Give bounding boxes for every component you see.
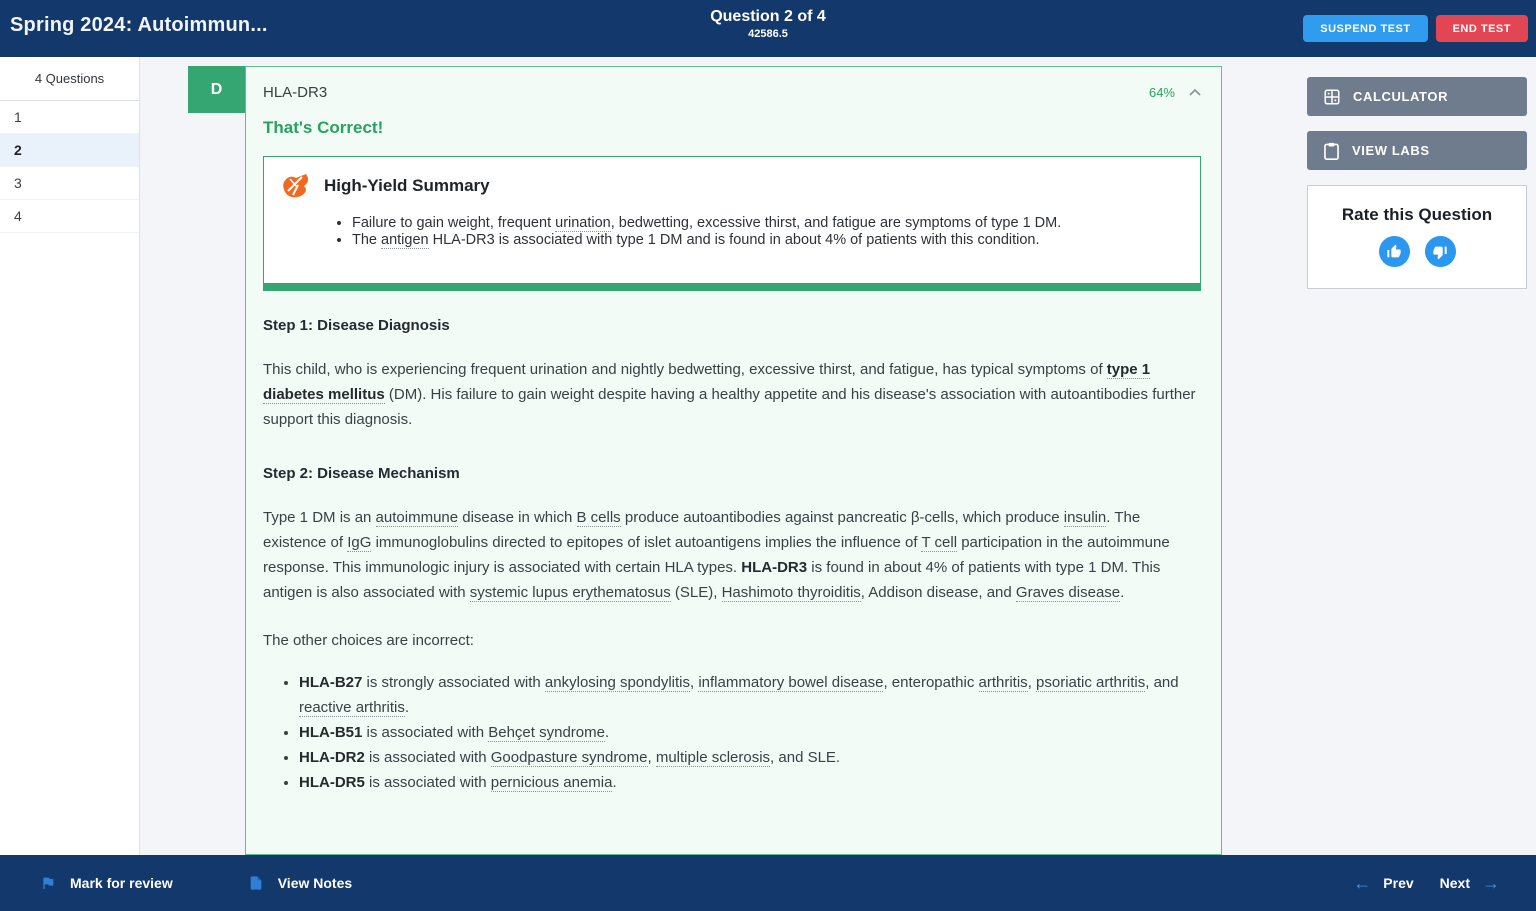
next-arrow-icon: → — [1482, 872, 1500, 893]
other-choices-intro: The other choices are incorrect: — [263, 632, 474, 649]
flag-icon — [40, 875, 56, 891]
thumbs-up-button[interactable] — [1379, 236, 1410, 267]
answer-header-row — [263, 81, 1201, 103]
high-yield-summary-box — [263, 156, 1201, 284]
explanation-panel — [245, 66, 1222, 855]
summary-bullet: • Failure to gain weight, frequent urination, bedwetting, excessive thirst, and fatigue are symptoms of type 1 DM. — [352, 215, 1182, 232]
next-button[interactable] — [1440, 873, 1500, 894]
explanation-body — [263, 317, 1201, 795]
tools-column — [1307, 77, 1527, 289]
summary-title: High-Yield Summary — [324, 176, 490, 195]
rate-question-panel — [1307, 185, 1527, 289]
view-labs-label: VIEW LABS — [1352, 143, 1430, 158]
choice-item: • HLA-DR2 is associated with Goodpasture syndrome, multiple sclerosis, and SLE. — [299, 745, 1199, 770]
thumbs-down-icon — [1432, 244, 1448, 260]
question-list-title: 4 Questions — [0, 57, 139, 101]
answer-letter-badge: D — [188, 66, 245, 113]
prev-label: Prev — [1383, 875, 1414, 891]
top-bar — [0, 0, 1536, 57]
chevron-up-icon[interactable] — [1189, 88, 1201, 96]
sidebar-item-1[interactable]: 1 — [0, 101, 139, 134]
thumbs-down-button[interactable] — [1425, 236, 1456, 267]
sidebar-item-4[interactable]: 4 — [0, 200, 139, 233]
verdict-text: That's Correct! — [263, 118, 384, 137]
other-choices-list — [263, 670, 1199, 795]
end-test-button[interactable]: END TEST — [1436, 15, 1528, 42]
view-notes-label: View Notes — [277, 875, 353, 891]
mark-for-review-label: Mark for review — [70, 875, 173, 891]
step2-paragraph: Type 1 DM is an autoimmune disease in which B cells produce autoantibodies against pancreatic β-cells, which produce insulin. The existence of IgG immunoglobulins directed to epitopes of islet autoantigens implies the influence of T cell participation in the autoimmune response. This immunologic injury is associated with certain HLA types. HLA-DR3 is found in about 4% of patients with type 1 DM. This antigen is also associated with systemic lupus erythematosus (SLE), Hashimoto thyroiditis, Addison disease, and Graves disease. — [263, 509, 1170, 601]
calculator-label: CALCULATOR — [1353, 89, 1449, 104]
topbar-buttons — [1303, 15, 1528, 42]
step1-paragraph: This child, who is experiencing frequent urination and nightly bedwetting, excessive thirst, and fatigue, has typical symptoms of type 1 diabetes mellitus (DM). His failure to gain weight despite having a healthy appetite and his disease's association with autoantibodies further support this diagnosis. — [263, 361, 1196, 428]
sidebar-item-2[interactable]: 2 — [0, 134, 139, 167]
choice-item: • HLA-B27 is strongly associated with ankylosing spondylitis, inflammatory bowel disease, enteropathic arthritis, psoriatic arthritis, and reactive arthritis. — [299, 670, 1199, 720]
bottom-bar — [0, 855, 1536, 911]
view-notes-button[interactable] — [248, 875, 352, 891]
answer-choice-text: HLA-DR3 — [263, 83, 328, 101]
calculator-icon — [1323, 88, 1341, 106]
thumbs-up-icon — [1386, 244, 1402, 260]
rate-question-title: Rate this Question — [1341, 205, 1493, 224]
question-id: 42586.5 — [748, 28, 788, 40]
prev-arrow-icon: ← — [1353, 872, 1372, 893]
percent-correct: 64% — [1148, 84, 1175, 100]
choice-item: • HLA-B51 is associated with Behçet syndrome. — [299, 720, 1199, 745]
next-label: Next — [1439, 875, 1470, 891]
question-progress: Question 2 of 4 — [710, 8, 826, 25]
choice-item: • HLA-DR5 is associated with pernicious anemia. — [299, 770, 1199, 795]
summary-green-bar — [263, 283, 1201, 291]
sidebar-item-3[interactable]: 3 — [0, 167, 139, 200]
test-title: Spring 2024: Autoimmun... — [10, 14, 268, 36]
uworld-logo-icon — [282, 173, 311, 199]
clipboard-icon — [1323, 142, 1340, 160]
mark-for-review-button[interactable] — [40, 875, 173, 891]
summary-bullet-list — [282, 215, 1182, 249]
step1-heading: Step 1: Disease Diagnosis — [263, 317, 450, 334]
question-list-sidebar — [0, 57, 140, 855]
calculator-button[interactable] — [1307, 77, 1527, 116]
suspend-test-button[interactable]: SUSPEND TEST — [1303, 15, 1427, 42]
summary-bullet: • The antigen HLA-DR3 is associated with type 1 DM and is found in about 4% of patients with this condition. — [352, 232, 1182, 249]
prev-button[interactable] — [1353, 873, 1413, 894]
note-icon — [248, 875, 264, 891]
step2-heading: Step 2: Disease Mechanism — [263, 465, 460, 482]
view-labs-button[interactable] — [1307, 131, 1527, 170]
